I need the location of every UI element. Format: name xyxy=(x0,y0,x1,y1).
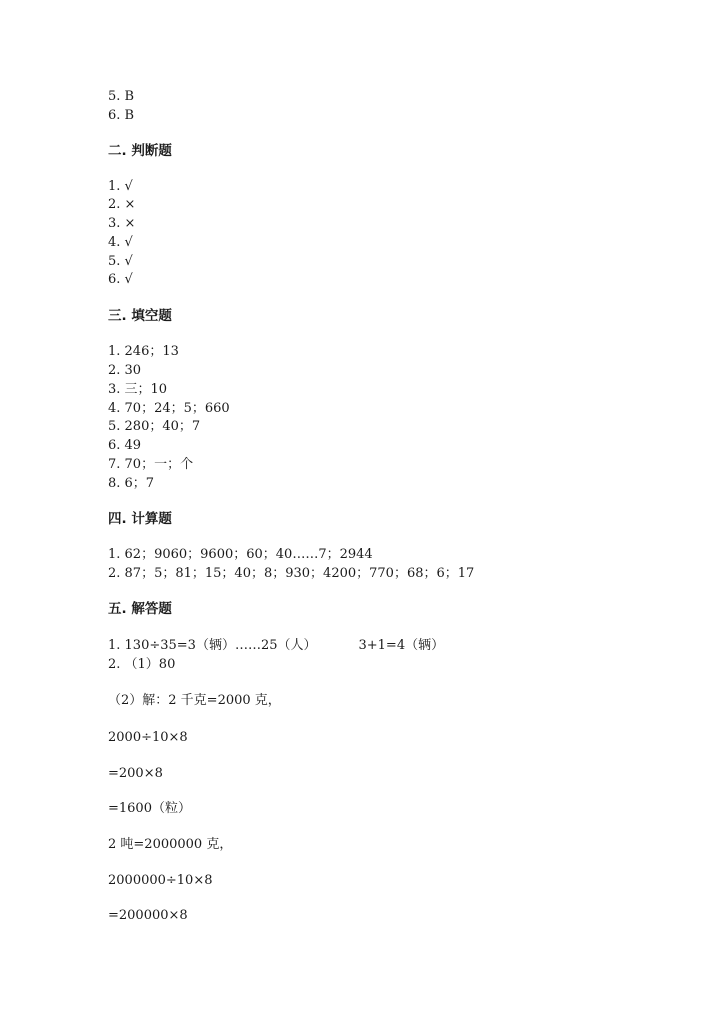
section-title-solve: 五. 解答题 xyxy=(108,601,172,617)
section-title-fill: 三. 填空题 xyxy=(108,308,172,324)
choice-answer-5: 5. B xyxy=(108,89,135,104)
fill-answer-2: 2. 30 xyxy=(108,363,142,378)
solve-step-2: 2000÷10×8 xyxy=(108,730,188,745)
section-title-judge: 二. 判断题 xyxy=(108,143,172,159)
fill-answer-5: 5. 280；40；7 xyxy=(108,419,201,434)
fill-answer-6: 6. 49 xyxy=(108,438,142,453)
fill-answer-1: 1. 246；13 xyxy=(108,344,179,359)
fill-answer-7: 7. 70；一；个 xyxy=(108,457,194,472)
choice-answer-6: 6. B xyxy=(108,108,135,123)
judge-answer-3: 3. × xyxy=(108,216,136,231)
solve-step-1: （2）解：2 千克=2000 克， xyxy=(108,693,281,708)
judge-answer-4: 4. √ xyxy=(108,235,133,250)
solve-step-5: 2 吨=2000000 克， xyxy=(108,837,233,852)
fill-answer-4: 4. 70；24；5；660 xyxy=(108,401,230,416)
solve-step-6: 2000000÷10×8 xyxy=(108,873,213,888)
solve-answer-2-line1: 2. （1）80 xyxy=(108,657,176,672)
calc-answer-2: 2. 87；5；81；15；40；8；930；4200；770；68；6；17 xyxy=(108,566,475,581)
fill-answer-3: 3. 三；10 xyxy=(108,382,168,397)
solve-step-4: =1600（粒） xyxy=(108,801,191,816)
solve-answer-1-part2: 3+1=4（辆） xyxy=(358,638,445,653)
section-title-calc: 四. 计算题 xyxy=(108,511,172,527)
answer-sheet xyxy=(108,0,628,1018)
solve-answer-1 xyxy=(108,638,444,654)
judge-answer-6: 6. √ xyxy=(108,272,133,287)
fill-answer-8: 8. 6；7 xyxy=(108,476,155,491)
solve-answer-1-part1: 1. 130÷35=3（辆）……25（人） xyxy=(108,638,317,653)
judge-answer-2: 2. × xyxy=(108,197,136,212)
judge-answer-5: 5. √ xyxy=(108,254,133,269)
calc-answer-1: 1. 62；9060；9600；60；40……7；2944 xyxy=(108,547,373,562)
judge-answer-1: 1. √ xyxy=(108,179,133,194)
solve-step-3: =200×8 xyxy=(108,766,163,781)
solve-step-7: =200000×8 xyxy=(108,908,188,923)
